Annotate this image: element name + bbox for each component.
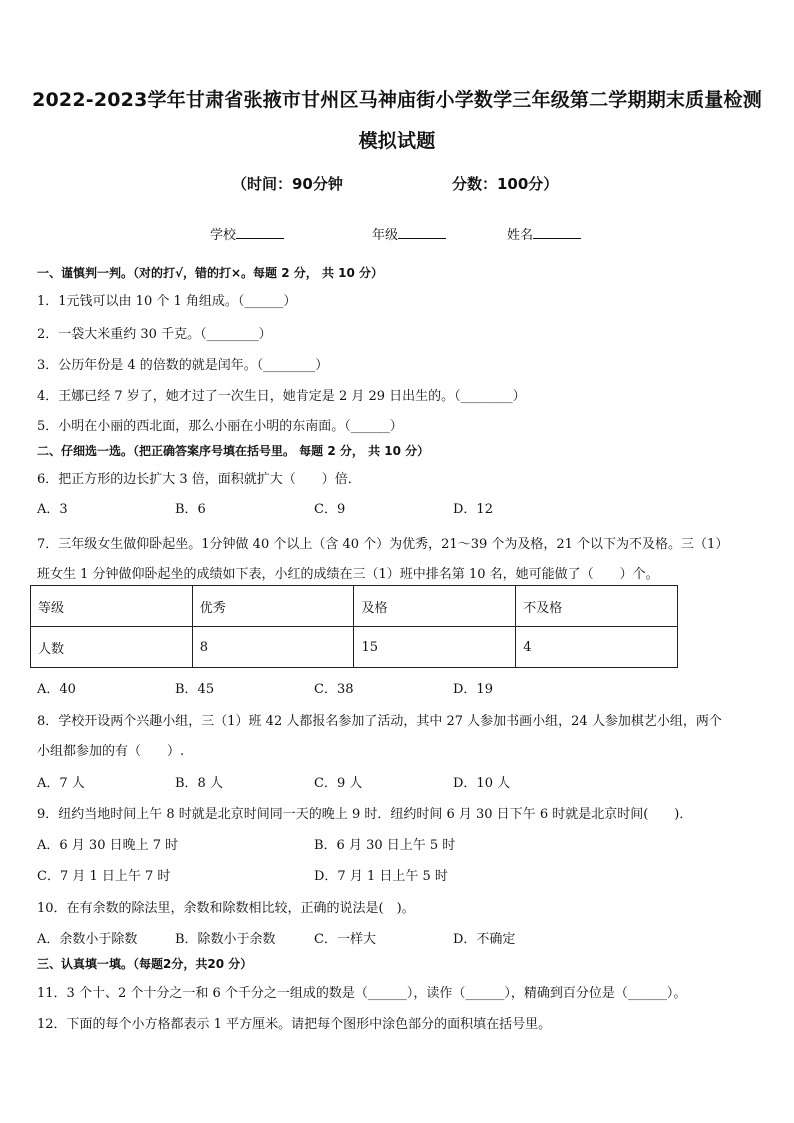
q6-option-c[interactable]: C．9 xyxy=(314,502,346,517)
school-blank[interactable] xyxy=(236,226,284,239)
q10-option-c[interactable]: C．一样大 xyxy=(314,932,376,947)
q6-option-b[interactable]: B．6 xyxy=(175,502,206,517)
q8-option-a[interactable]: A．7 人 xyxy=(37,776,85,791)
exam-score: 分数：100分） xyxy=(452,175,559,193)
exam-title-line-2: 模拟试题 xyxy=(358,130,436,152)
table-header-row xyxy=(31,586,678,627)
exam-time: （时间：90分钟 xyxy=(232,175,343,193)
section-judge: 一、谨慎判一判。（对的打√，错的打×。每题 2 分， 共 10 分） xyxy=(37,266,383,280)
table-cell: 人数 xyxy=(31,627,193,668)
table-cell: 15 xyxy=(354,627,516,668)
exam-title-line-1: 2022-2023学年甘肃省张掖市甘州区马神庙街小学数学三年级第二学期期末质量检测 xyxy=(32,89,762,111)
question-8-line-1: 8．学校开设两个兴趣小组，三（1）班 42 人都报名参加了活动，其中 27 人参加书画小组，24 人参加棋艺小组，两个 xyxy=(37,714,722,729)
school-field xyxy=(210,224,284,243)
section-fill: 三、认真填一填。（每题2分，共20 分） xyxy=(37,957,253,971)
q8-option-c[interactable]: C．9 人 xyxy=(314,776,363,791)
q7-option-c[interactable]: C．38 xyxy=(314,682,354,697)
table-cell: 4 xyxy=(516,627,678,668)
q10-option-b[interactable]: B．除数小于余数 xyxy=(175,932,276,947)
q8-option-b[interactable]: B．8 人 xyxy=(175,776,223,791)
table-cell: 及格 xyxy=(354,586,516,627)
grade-label: 年级 xyxy=(372,228,399,243)
q7-option-a[interactable]: A．40 xyxy=(37,682,76,697)
q9-option-b[interactable]: B．6 月 30 日上午 5 时 xyxy=(314,838,456,853)
q9-option-c[interactable]: C．7 月 1 日上午 7 时 xyxy=(37,869,171,884)
q9-option-a[interactable]: A．6 月 30 日晚上 7 时 xyxy=(37,838,179,853)
question-3: 3．公历年份是 4 的倍数的就是闰年。（________） xyxy=(37,358,329,373)
name-blank[interactable] xyxy=(533,226,581,239)
table-row xyxy=(31,627,678,668)
name-field xyxy=(507,224,581,243)
q6-option-d[interactable]: D．12 xyxy=(453,502,493,517)
question-8-line-2: 小组都参加的有（ ）. xyxy=(37,744,185,759)
question-5: 5．小明在小丽的西北面，那么小丽在小明的东南面。（______） xyxy=(37,419,403,434)
question-2: 2．一袋大米重约 30 千克。（________） xyxy=(37,327,272,342)
q7-option-b[interactable]: B．45 xyxy=(175,682,215,697)
table-cell: 不及格 xyxy=(516,586,678,627)
grade-field xyxy=(372,224,446,243)
q6-option-a[interactable]: A．3 xyxy=(37,502,68,517)
grade-blank[interactable] xyxy=(398,226,446,239)
question-7-line-1: 7．三年级女生做仰卧起坐。1分钟做 40 个以上（含 40 个）为优秀，21～39 个为及格，21 个以下为不及格。三（1） xyxy=(37,537,729,552)
school-label: 学校 xyxy=(210,228,237,243)
q7-option-d[interactable]: D．19 xyxy=(453,682,493,697)
question-12: 12．下面的每个小方格都表示 1 平方厘米。请把每个图形中涂色部分的面积填在括号里。 xyxy=(37,1017,552,1032)
table-cell: 8 xyxy=(192,627,354,668)
question-9: 9．纽约当地时间上午 8 时就是北京时间同一天的晚上 9 时．纽约时间 6 月 30 日下午 6 时就是北京时间( )． xyxy=(37,807,693,822)
table-cell: 优秀 xyxy=(192,586,354,627)
score-table xyxy=(30,585,678,668)
q9-option-d[interactable]: D．7 月 1 日上午 5 时 xyxy=(314,869,448,884)
table-cell: 等级 xyxy=(31,586,193,627)
question-4: 4．王娜已经 7 岁了，她才过了一次生日，她肯定是 2 月 29 日出生的。（________） xyxy=(37,389,526,404)
q10-option-a[interactable]: A．余数小于除数 xyxy=(37,932,138,947)
question-7-line-2: 班女生 1 分钟做仰卧起坐的成绩如下表，小红的成绩在三（1）班中排名第 10 名，她可能做了（ ）个。 xyxy=(37,567,659,582)
question-6: 6．把正方形的边长扩大 3 倍，面积就扩大（ ）倍． xyxy=(37,472,361,487)
question-11: 11．3 个十、2 个十分之一和 6 个千分之一组成的数是（______），读作（______），精确到百分位是（______）。 xyxy=(37,986,687,1001)
section-choose: 二、仔细选一选。（把正确答案序号填在括号里。 每题 2 分， 共 10 分） xyxy=(37,444,430,458)
question-10: 10．在有余数的除法里，余数和除数相比较，正确的说法是( )。 xyxy=(37,901,415,916)
question-1: 1．1元钱可以由 10 个 1 角组成。（______） xyxy=(37,294,297,309)
q10-option-d[interactable]: D．不确定 xyxy=(453,932,516,947)
name-label: 姓名 xyxy=(507,228,534,243)
q8-option-d[interactable]: D．10 人 xyxy=(453,776,511,791)
